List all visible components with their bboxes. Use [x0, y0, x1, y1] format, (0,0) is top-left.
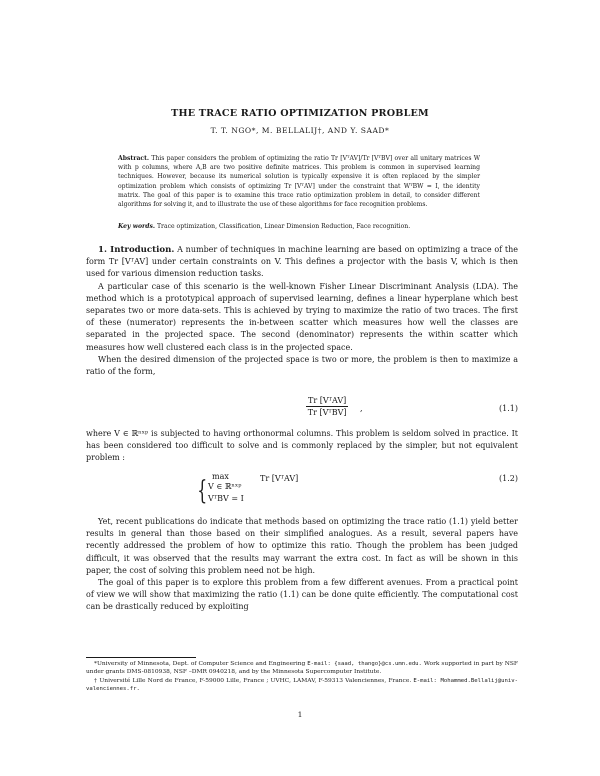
constraint-brace: { — [197, 476, 208, 506]
constraint-orthogonality: VᵀBV = I — [208, 494, 244, 503]
page-number: 1 — [297, 710, 303, 719]
paper-title: THE TRACE RATIO OPTIMIZATION PROBLEM — [171, 108, 429, 119]
author-list: T. T. NGO*, M. BELLALIJ†, AND Y. SAAD* — [210, 126, 390, 135]
abstract-text: This paper considers the problem of optimizing the ratio Tr [VᵀAV]/Tr [VᵀBV] over all unitary matrices W with p columns, where A,B are two positive definite matrices. This problem is common in supervised learning techniques. However, because its numerical solution is typically expensive it is often replaced by the simpler optimization problem which consists of optimizing Tr [VᵀAV] under the constraint that WᵀBW = I, the identity matrix. The goal of this paper is to examine this trace ratio optimization problem in detail, to consider different algorithms for solving it, and to illustrate the use of these algorithms for face recognition problems. — [118, 155, 480, 209]
intro-paragraph-4: where V ∈ ℝⁿˣᵖ is subjected to having orthonormal columns. This problem is seldom solved in practice. It has been considered too difficult to solve and is commonly replaced by the simpler, but not equivalent problem : — [86, 429, 518, 463]
fraction-numerator: Tr [VᵀAV] — [308, 396, 347, 405]
intro-block-3 — [86, 516, 518, 614]
equation-tag: (1.1) — [499, 404, 518, 413]
footnote-2: † Université Lille Nord de France, F-59000 Lille, France ; UVHC, LAMAV, F-59313 Valenciennes, France. E-mail: Mohammed.Bellalij@univ-valenciennes.fr. — [86, 677, 519, 693]
abstract-label: Abstract. — [118, 155, 150, 162]
intro-block-1 — [86, 244, 518, 378]
footnote-1-email: E-mail: {saad, thango}@cs.umn.edu. — [307, 661, 422, 667]
objective-trace: Tr [VᵀAV] — [260, 474, 299, 483]
equation-tag: (1.2) — [499, 474, 518, 483]
section-heading: 1. Introduction. — [98, 245, 175, 255]
intro-paragraph-2: A particular case of this scenario is the well-known Fisher Linear Discriminant Analysis (LDA). The method which is a prototypical approach of supervised learning, defines a linear hyperplane which best separates two or more data-sets. This is achieved by trying to maximize the ratio of two traces. The first of these (numerator) represents the in-between scatter which measures how well the classes are separated in the projected space. The second (denominator) represents the within scatter which measures how well clustered each class is in the projected space. — [86, 281, 518, 352]
footnote-1: *University of Minnesota, Dept. of Computer Science and Engineering E-mail: {saad, thango}@cs.umn.edu. Work supported in part by NSF under grants DMS-0810938, NSF –DMR 0940218, and by the Minnesota Supercomputer Institute. — [86, 661, 519, 676]
footnotes — [86, 660, 518, 694]
intro-paragraph-1: 1. Introduction. A number of techniques in machine learning are based on optimizing a trace of the form Tr [VᵀAV] under certain constraints on V. This defines a projector with the basis V, which is then used for various dimension reduction tasks. — [86, 245, 519, 279]
equation-1-1: Tr [VᵀAV] Tr [VᵀBV] , (1.1) — [307, 396, 518, 417]
keywords-label: Key words. — [118, 223, 156, 230]
abstract — [118, 154, 480, 209]
constraint-domain: V ∈ ℝⁿˣᵖ — [208, 482, 242, 491]
intro-block-2 — [86, 428, 518, 465]
keywords-text: Trace optimization, Classification, Linear Dimension Reduction, Face recognition. — [156, 223, 411, 230]
footnote-rule — [86, 657, 196, 658]
equation-1-2 — [86, 470, 518, 518]
fraction-denominator: Tr [VᵀBV] — [307, 408, 347, 417]
max-operator: max — [212, 472, 229, 481]
footnote-2-email: E-mail: Mohammed.Bellalij@univ-valenciennes.fr. — [86, 677, 519, 693]
intro-paragraph-5: Yet, recent publications do indicate that methods based on optimizing the trace ratio (1.1) yield better results in general than those based on their simplified analogues. As a result, several papers have recently addressed the problem of how to optimize this ratio. Though the problem has been judged difficult, it was observed that the results may warrant the extra cost. In fact as will be shown in this paper, the cost of solving this problem need not be high. — [86, 517, 518, 575]
intro-paragraph-6: The goal of this paper is to explore this problem from a few different avenues. From a practical point of view we will show that maximizing the ratio (1.1) can be done quite efficiently. The computational cost can be drastically reduced by exploiting — [86, 578, 518, 612]
trace-ratio-fraction — [306, 396, 348, 417]
intro-paragraph-3: When the desired dimension of the projected space is two or more, the problem is then to maximize a ratio of the form, — [86, 354, 518, 377]
keywords — [118, 222, 480, 231]
